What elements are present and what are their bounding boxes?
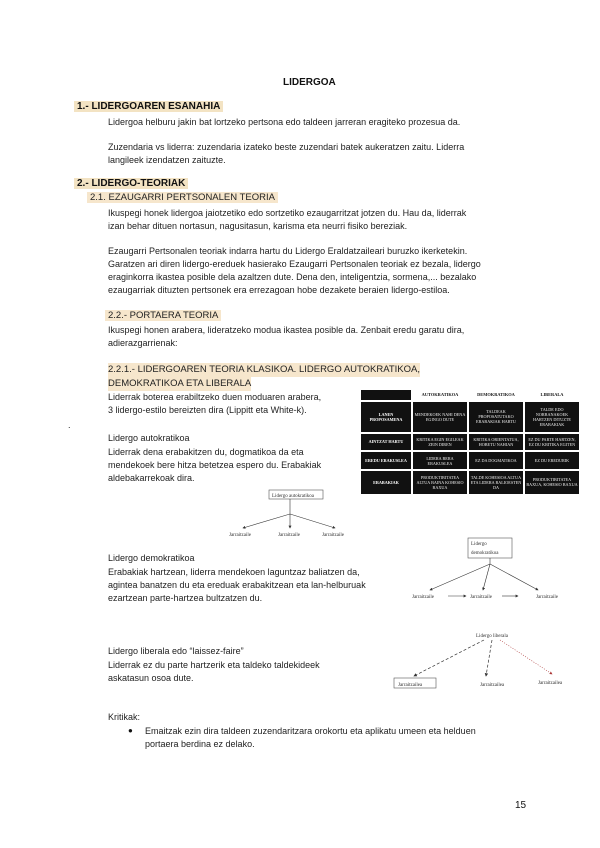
democratic-line-3: ezartzean parte-hartzea bultzatzen du.: [108, 593, 263, 603]
leadership-comparison-table: [359, 388, 581, 496]
liberal-title: Lidergo liberala edo “laissez-faire”: [108, 646, 244, 656]
table-row: [360, 433, 580, 452]
section-1-paragraph-2-line-1: Zuzendaria vs liderra: zuzendaria izateko beste zuzendari batek aukeratzen zaitu. Liderra: [108, 142, 465, 152]
table-header-cell: AUTOKRATIKOA: [412, 389, 468, 401]
autocratic-title: Lidergo autokratikoa: [108, 433, 190, 443]
table-cell: TALDEAK PROPOSATUTAKO ERABAKIAK HARTU: [468, 401, 524, 433]
section-2-1-p1-line-2: izan behar dituen nortasun, nagusitasun, karisma eta neurri fisiko bereziak.: [108, 221, 408, 231]
table-row: [360, 451, 580, 470]
democratic-title: Lidergo demokratikoa: [108, 553, 195, 563]
table-cell: EREDU ERAKUSLEA: [360, 451, 412, 470]
liberal-line-1: Liderrak ez du parte hartzerik eta taldeko taldekideek: [108, 660, 320, 670]
autocratic-line-2: mendekoek bere hitza betetzea espero du. Erabakiak: [108, 460, 322, 470]
democratic-leader-label-2: demokratikoa: [471, 551, 499, 556]
arrow-icon: [243, 514, 290, 528]
section-2-1-p2-line-2: Garatzen ari diren lidergo-ereduek hasierako Ezaugarri Pertsonalen teoriak ez bezala, lidergo: [108, 259, 481, 269]
section-1-paragraph-2-line-2: langileek izendatzen zaituzte.: [108, 155, 226, 165]
section-2-2-1-heading-line-2: DEMOKRATIKOA ETA LIBERALA: [108, 378, 252, 389]
arrow-icon: [483, 564, 490, 590]
section-1-paragraph-1: Lidergoa helburu jakin bat lortzeko pertsona edo taldeen jarreran eragiteko prozesua da.: [108, 117, 461, 127]
section-2-2-heading: 2.2.- PORTAERA TEORIA: [105, 310, 221, 321]
table-cell: EZ DU PARTE HARTZEN, EZ DU KRITIKA EGITEN: [524, 433, 580, 452]
autocratic-follower-1: Jarraitzaile: [229, 533, 251, 538]
liberal-follower-1: Jarraitzailea: [398, 683, 423, 688]
table-header-cell: DEMOKRATIKOA: [468, 389, 524, 401]
criticism-title: Kritikak:: [108, 712, 141, 722]
democratic-line-2: agintea banatzen du eta ereduak erabakitzean eta lan-helburuak: [108, 580, 366, 590]
table-header-cell: [360, 389, 412, 401]
section-2-2-1-p1-line-1: Liderrak boterea erabiltzeko duen moduaren arabera,: [108, 392, 322, 402]
democratic-follower-1: Jarraitzaile: [412, 595, 434, 600]
section-2-2-p1-line-1: Ikuspegi honen arabera, lideratzeko modua ikastea posible da. Zenbait eredu garatu dira,: [108, 325, 465, 335]
page-number: 15: [515, 800, 527, 811]
autocratic-line-1: Liderrak dena erabakitzen du, dogmatikoa da eta: [108, 447, 304, 457]
table-cell: LIDERA BERA ERAKUSLEA: [412, 451, 468, 470]
criticism-line-2: portaera berdina ez delako.: [145, 739, 255, 749]
table-cell: TALDE EDO NORBANAKOEK HARTZEN DITUZTE ERABAKIAK: [524, 401, 580, 433]
section-2-1-p2-line-3: eraginkorra ikastea posible dela azaltzen dute. Dena den, inteligentzia, sormena,... bezalako: [108, 272, 477, 282]
table-cell: KRITIKA EGIN EGILEAK ZEIN DIREN: [412, 433, 468, 452]
liberal-leader-label: Lidergo liberala: [476, 634, 508, 639]
arrow-icon: [290, 514, 335, 528]
table-cell: PRODUKTIBITATEA BAXUA, KOHESIO BAXUA: [524, 470, 580, 495]
section-2-1-p1-line-1: Ikuspegi honek lidergoa jaiotzetiko edo sortzetiko ezaugarritzat jotzen du. Hau da, liderrak: [108, 208, 467, 218]
section-2-1-p2-line-4: ezaugarriak dituzten pertsonek era errezagoan hobe dezakete beraien lidergo-estiloa.: [108, 285, 450, 295]
criticism-line-1: Emaitzak ezin dira taldeen zuzendaritzara orokortu eta aplikatu umeen eta helduen: [145, 726, 476, 736]
table-cell: LANEN PROPOSAMENA: [360, 401, 412, 433]
arrow-icon: [486, 640, 492, 676]
bullet-icon: ●: [128, 726, 133, 735]
margin-mark: .: [68, 420, 71, 430]
liberal-follower-3: Jarraitzailea: [538, 681, 563, 686]
arrow-icon: [500, 640, 552, 674]
democratic-follower-2: Jarraitzaile: [470, 595, 492, 600]
section-2-1-p2-line-1: Ezaugarri Pertsonalen teoriak indarra hartu du Lidergo Eraldatzaileari buruzko ikerketekin.: [108, 246, 468, 256]
section-2-1-heading: 2.1. EZAUGARRI PERTSONALEN TEORIA: [87, 192, 278, 203]
table-header-row: [360, 389, 580, 401]
liberal-follower-2: Jarraitzailea: [480, 683, 505, 688]
table-cell: MENDEKOEK NAHI DENA EGINGO DUTE: [412, 401, 468, 433]
table-row: [360, 401, 580, 433]
table-cell: PRODUKTIBITATEA ALTUA BAINA KOHESIO BAXUA: [412, 470, 468, 495]
table-cell: ERABAKIAK: [360, 470, 412, 495]
section-2-2-1-p1-line-2: 3 lidergo-estilo bereizten dira (Lippitt eta White-k).: [108, 405, 307, 415]
liberal-line-2: askatasun osoa dute.: [108, 673, 194, 683]
liberal-diagram: [392, 628, 580, 692]
table-cell: TALDE KOHESIOA ALTUA ETA LIDERA BALIOESTEN DA: [468, 470, 524, 495]
arrow-icon: [490, 564, 538, 590]
autocratic-line-3: aldebakarrekoak dira.: [108, 473, 195, 483]
table-cell: AINTZAT HARTU: [360, 433, 412, 452]
democratic-follower-3: Jarraitzaile: [536, 595, 558, 600]
autocratic-diagram: [225, 488, 355, 540]
section-1-heading: 1.- LIDERGOAREN ESANAHIA: [74, 101, 223, 112]
democratic-diagram: [408, 536, 580, 608]
autocratic-leader-label: Lidergo autokratikoa: [272, 494, 314, 499]
arrow-icon: [430, 564, 490, 590]
section-2-2-1-heading-line-1: 2.2.1.- LIDERGOAREN TEORIA KLASIKOA. LIDERGO AUTOKRATIKOA,: [108, 364, 421, 375]
table-cell: KRITIKA ORIENTATUA, HOBETU NAHIAN: [468, 433, 524, 452]
autocratic-follower-3: Jarraitzaile: [322, 533, 344, 538]
section-2-2-p1-line-2: adierazgarrienak:: [108, 338, 178, 348]
democratic-leader-label-1: Lidergo: [471, 542, 487, 547]
autocratic-follower-2: Jarraitzaile: [278, 533, 300, 538]
page-title: LIDERGOA: [283, 77, 336, 88]
table-header-cell: LIBERALA: [524, 389, 580, 401]
table-cell: EZ DU EREDURIK: [524, 451, 580, 470]
democratic-line-1: Erabakiak hartzean, liderra mendekoen laguntzaz baliatzen da,: [108, 567, 360, 577]
table-row: [360, 470, 580, 495]
section-2-heading: 2.- LIDERGO-TEORIAK: [74, 178, 188, 189]
arrow-icon: [414, 640, 484, 676]
table-cell: EZ DA DOGMATIKOA: [468, 451, 524, 470]
